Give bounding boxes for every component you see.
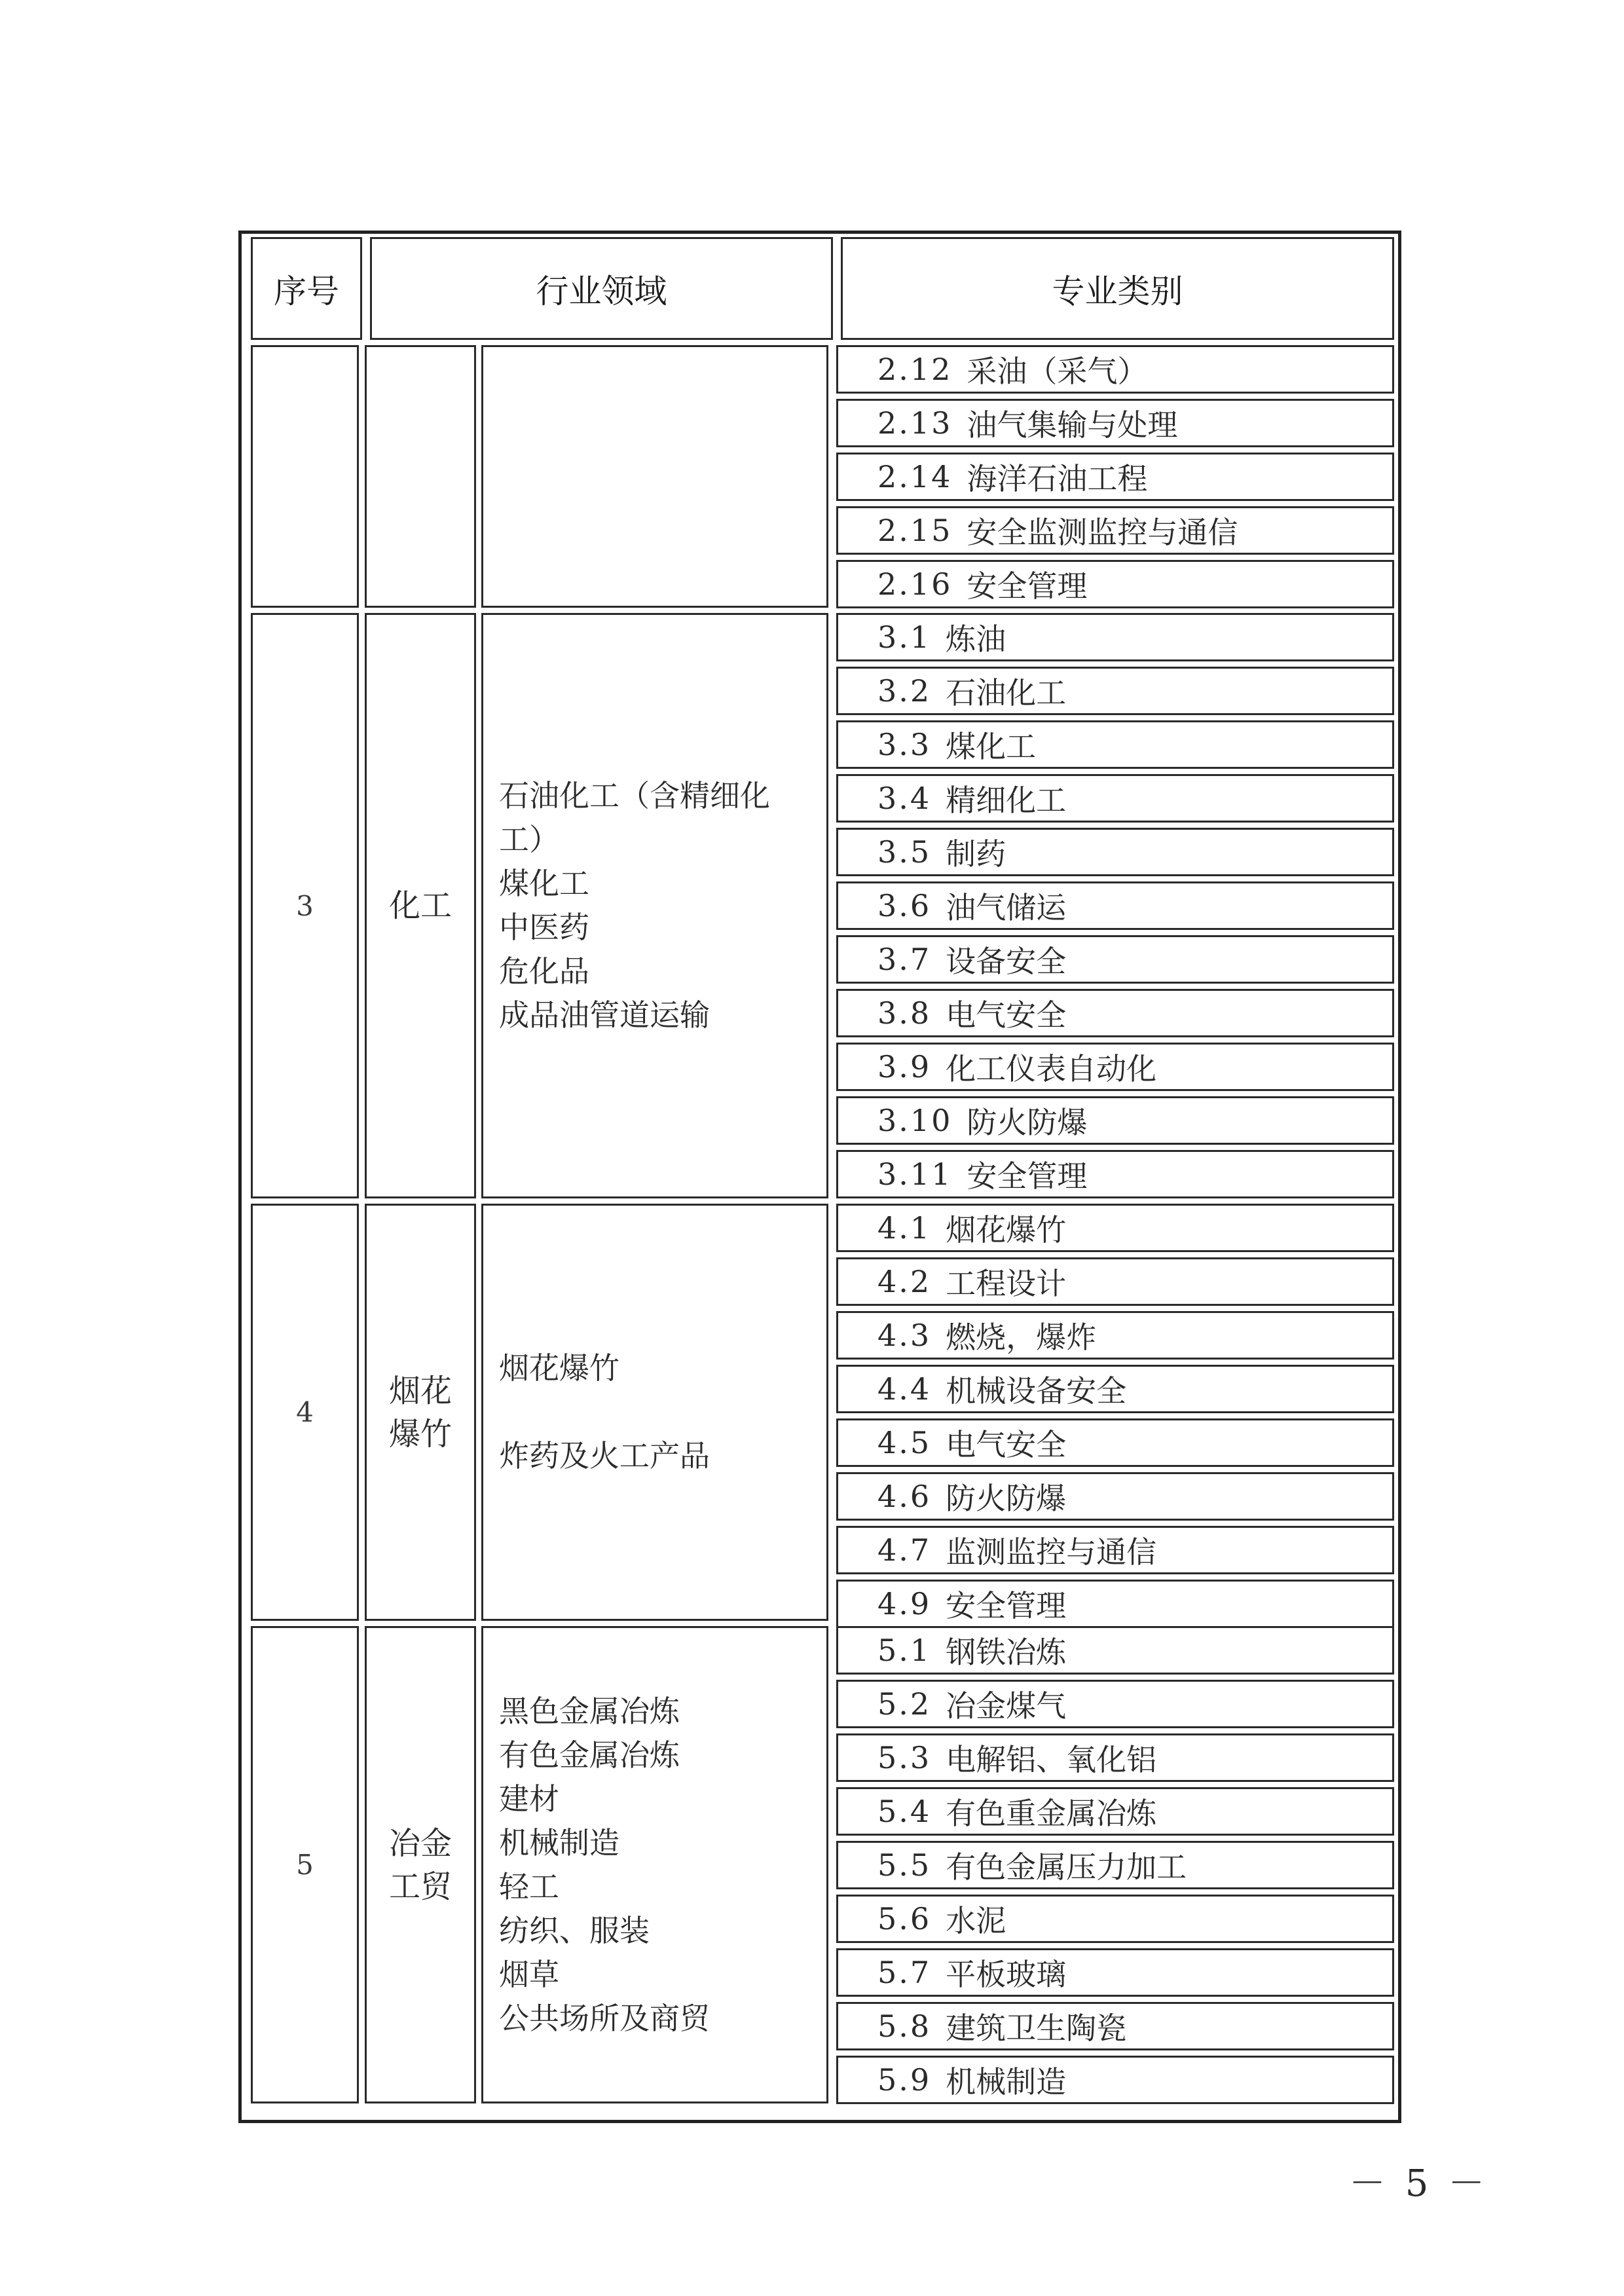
category-name: 化工仪表自动化 xyxy=(946,1051,1157,1086)
category-code: 3.11 xyxy=(877,1157,953,1192)
subfield-line: 烟花爆竹 xyxy=(499,1350,619,1386)
industry-cell xyxy=(365,345,476,608)
header-seq-label: 序号 xyxy=(274,272,339,310)
seq-cell xyxy=(251,613,359,1198)
seq-number: 5 xyxy=(296,1849,314,1881)
category-item xyxy=(836,1680,1394,1728)
category-item xyxy=(836,720,1394,769)
category-name: 电解铝、氧化铝 xyxy=(946,1742,1157,1777)
subfield-line: 机械制造 xyxy=(499,1824,619,1861)
category-code: 5.2 xyxy=(877,1686,932,1722)
category-item xyxy=(836,1733,1394,1782)
category-item xyxy=(836,506,1394,555)
subfield-line: 煤化工 xyxy=(499,866,589,901)
category-name: 煤化工 xyxy=(946,729,1037,764)
category-code: 2.14 xyxy=(877,459,953,494)
category-name: 安全管理 xyxy=(967,1158,1088,1194)
category-item xyxy=(836,989,1394,1037)
subfield-line: 炸药及火工产品 xyxy=(499,1438,710,1473)
subfield-line: 中医药 xyxy=(499,910,589,945)
category-item xyxy=(836,1787,1394,1836)
category-code: 3.6 xyxy=(877,888,932,923)
category-item xyxy=(836,935,1394,984)
category-code: 4.6 xyxy=(877,1479,932,1514)
category-name: 钢铁冶炼 xyxy=(946,1635,1067,1670)
category-code: 5.7 xyxy=(877,1955,932,1990)
category-name: 燃烧，爆炸 xyxy=(946,1320,1097,1355)
header-industry xyxy=(370,237,833,340)
category-name: 设备安全 xyxy=(946,944,1067,979)
subfield-cell xyxy=(481,1204,828,1621)
category-code: 4.4 xyxy=(877,1371,932,1407)
subfield-line: 烟草 xyxy=(499,1956,559,1992)
industry-line: 烟花 xyxy=(388,1372,452,1409)
category-item xyxy=(836,1365,1394,1413)
category-code: 3.4 xyxy=(877,781,932,816)
category-item xyxy=(836,1580,1394,1628)
category-item xyxy=(836,667,1394,715)
category-name: 制药 xyxy=(946,836,1006,872)
category-name: 采油（采气） xyxy=(967,354,1148,389)
category-name: 油气集输与处理 xyxy=(967,407,1178,443)
category-name: 油气储运 xyxy=(946,890,1067,925)
category-name: 海洋石油工程 xyxy=(967,461,1148,496)
category-name: 精细化工 xyxy=(946,783,1067,818)
category-code: 4.2 xyxy=(877,1264,932,1299)
category-name: 烟花爆竹 xyxy=(946,1212,1067,1248)
category-item xyxy=(836,1043,1394,1091)
category-item xyxy=(836,613,1394,661)
category-item xyxy=(836,1150,1394,1198)
category-item xyxy=(836,881,1394,930)
category-name: 安全管理 xyxy=(967,568,1088,604)
category-name: 安全管理 xyxy=(946,1588,1067,1623)
category-code: 2.12 xyxy=(877,352,953,387)
category-name: 安全监测监控与通信 xyxy=(967,515,1238,550)
category-item xyxy=(836,2056,1394,2104)
category-item xyxy=(836,1311,1394,1360)
category-code: 3.10 xyxy=(877,1103,953,1138)
subfield-line: 轻工 xyxy=(499,1868,559,1904)
subfield-line: 成品油管道运输 xyxy=(499,997,710,1033)
industry-line: 化工 xyxy=(388,887,452,924)
category-code: 5.5 xyxy=(877,1847,932,1883)
category-code: 4.9 xyxy=(877,1586,932,1621)
category-item xyxy=(836,345,1394,394)
industry-line: 工贸 xyxy=(388,1868,452,1905)
category-code: 5.8 xyxy=(877,2009,932,2044)
category-code: 3.2 xyxy=(877,673,932,709)
category-code: 4.5 xyxy=(877,1425,932,1460)
subfield-line: 有色金属冶炼 xyxy=(499,1737,680,1773)
seq-number: 3 xyxy=(296,889,314,922)
category-code: 3.5 xyxy=(877,834,932,870)
header-category-label: 专业类别 xyxy=(1052,272,1183,310)
category-name: 防火防爆 xyxy=(967,1105,1088,1140)
subfield-line: 纺织、服装 xyxy=(499,1912,650,1948)
category-item xyxy=(836,1257,1394,1306)
category-item xyxy=(836,1948,1394,1997)
subfield-line: 危化品 xyxy=(499,954,589,989)
subfield-line: 公共场所及商贸 xyxy=(499,2000,710,2036)
category-item xyxy=(836,1204,1394,1252)
category-name: 电气安全 xyxy=(946,997,1067,1033)
category-name: 石油化工 xyxy=(946,675,1067,711)
category-item xyxy=(836,1526,1394,1574)
category-code: 5.3 xyxy=(877,1740,932,1775)
category-item xyxy=(836,1626,1394,1675)
page-number: － 5 － xyxy=(1349,2162,1489,2205)
category-item xyxy=(836,1096,1394,1145)
category-item xyxy=(836,1418,1394,1467)
category-name: 有色金属压力加工 xyxy=(946,1849,1187,1885)
category-name: 有色重金属冶炼 xyxy=(946,1796,1157,1831)
category-code: 5.6 xyxy=(877,1901,932,1936)
industry-line: 冶金 xyxy=(388,1824,452,1862)
seq-cell xyxy=(251,345,359,608)
industry-cell xyxy=(365,613,476,1198)
category-name: 建筑卫生陶瓷 xyxy=(946,2010,1127,2046)
category-code: 3.3 xyxy=(877,727,932,762)
category-code: 5.9 xyxy=(877,2062,932,2098)
industry-cell xyxy=(365,1626,476,2103)
category-code: 5.1 xyxy=(877,1633,932,1668)
category-name: 机械制造 xyxy=(946,2064,1067,2100)
category-code: 2.16 xyxy=(877,566,953,602)
category-item xyxy=(836,453,1394,501)
category-name: 电气安全 xyxy=(946,1427,1067,1462)
header-seq xyxy=(251,237,362,340)
industry-cell xyxy=(365,1204,476,1621)
subfield-cell xyxy=(481,1626,828,2103)
category-code: 5.4 xyxy=(877,1794,932,1829)
category-name: 炼油 xyxy=(946,621,1006,657)
subfield-cell xyxy=(481,345,828,608)
header-category xyxy=(841,237,1394,340)
subfield-line: 建材 xyxy=(499,1781,559,1817)
category-code: 4.7 xyxy=(877,1532,932,1568)
category-name: 机械设备安全 xyxy=(946,1373,1127,1409)
industry-line: 爆竹 xyxy=(388,1415,452,1453)
category-name: 工程设计 xyxy=(946,1266,1067,1301)
category-item xyxy=(836,399,1394,447)
subfield-cell xyxy=(481,613,828,1198)
category-code: 3.1 xyxy=(877,620,932,655)
category-item xyxy=(836,828,1394,876)
seq-cell xyxy=(251,1626,359,2103)
category-name: 平板玻璃 xyxy=(946,1957,1067,1992)
category-item xyxy=(836,1895,1394,1943)
category-name: 冶金煤气 xyxy=(946,1688,1067,1724)
category-code: 4.3 xyxy=(877,1318,932,1353)
category-item xyxy=(836,560,1394,608)
category-code: 4.1 xyxy=(877,1210,932,1246)
header-industry-label: 行业领域 xyxy=(536,272,667,310)
category-name: 监测监控与通信 xyxy=(946,1534,1157,1570)
seq-cell xyxy=(251,1204,359,1621)
category-item xyxy=(836,1472,1394,1521)
subfield-line: 工） xyxy=(499,822,559,857)
category-item xyxy=(836,774,1394,823)
subfield-line: 黑色金属冶炼 xyxy=(499,1693,680,1729)
category-code: 3.9 xyxy=(877,1049,932,1084)
category-code: 2.15 xyxy=(877,513,953,548)
category-item xyxy=(836,1841,1394,1889)
subfield-line: 石油化工（含精细化 xyxy=(499,778,770,813)
category-item xyxy=(836,2002,1394,2050)
subfield-line xyxy=(499,1390,807,1434)
category-name: 防火防爆 xyxy=(946,1481,1067,1516)
category-code: 3.7 xyxy=(877,942,932,977)
category-code: 3.8 xyxy=(877,995,932,1031)
category-code: 2.13 xyxy=(877,405,953,441)
category-name: 水泥 xyxy=(946,1903,1006,1938)
seq-number: 4 xyxy=(296,1396,314,1428)
